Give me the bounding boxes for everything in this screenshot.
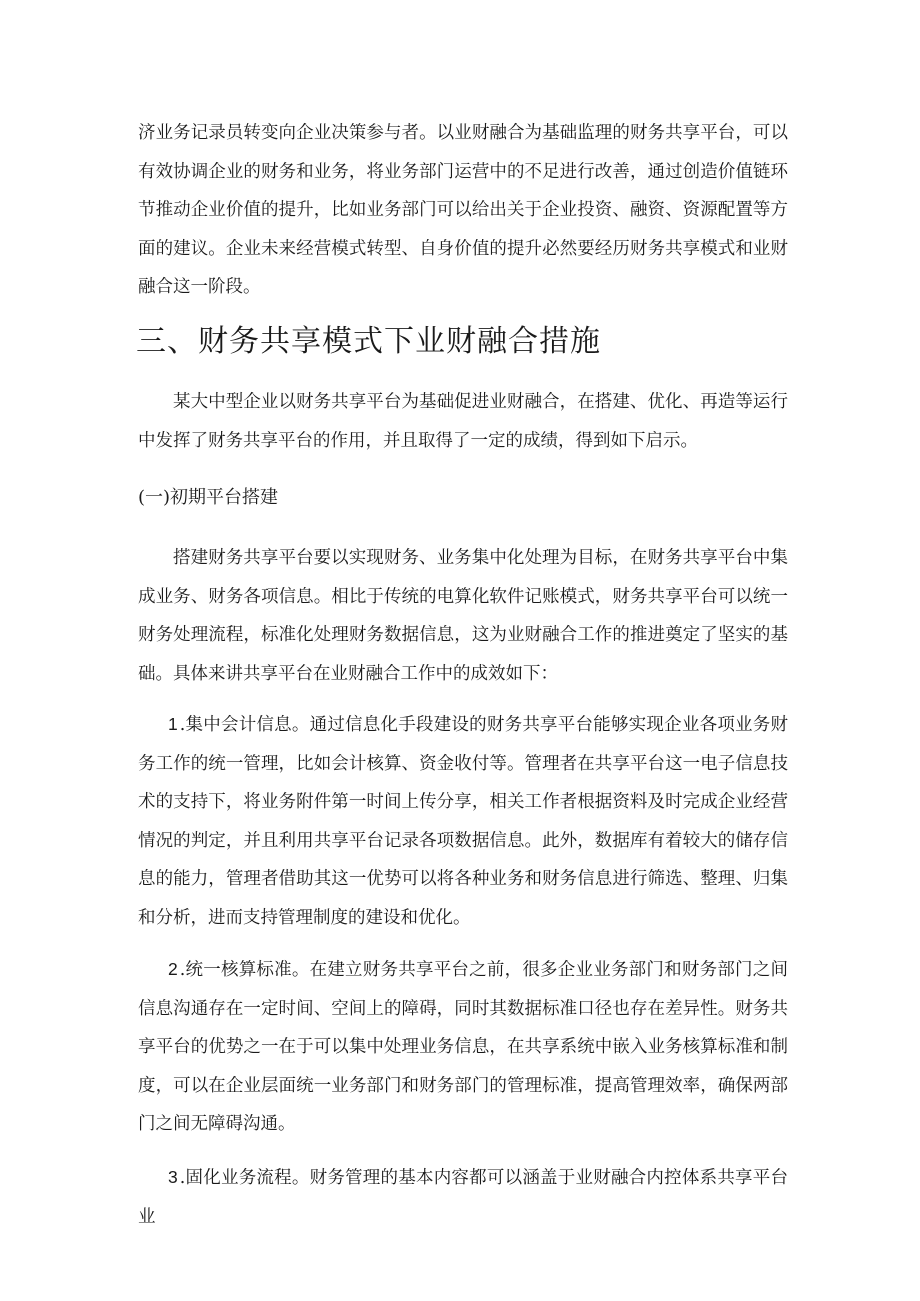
- section-heading: 三、财务共享模式下业财融合措施: [136, 324, 601, 359]
- list-item-number: 2: [168, 959, 178, 979]
- list-item-number: 1: [168, 714, 178, 734]
- list-item-3: [138, 1158, 788, 1236]
- list-item-text: .集中会计信息。通过信息化手段建设的财务共享平台能够实现企业各项业务财务工作的统一管理，比如会计核算、资金收付等。管理者在共享平台这一电子信息技术的支持下，将业务附件第一时间上传分享，相关工作者根据资料及时完成企业经营情况的判定，并且利用共享平台记录各项数据信息。此外，数据库有着较大的储存信息的能力，管理者借助其这一优势可以将各种业务和财务信息进行筛选、整理、归集和分析，进而支持管理制度的建设和优化。: [138, 715, 788, 928]
- paragraph-platform-build: 搭建财务共享平台要以实现财务、业务集中化处理为目标，在财务共享平台中集成业务、财务各项信息。相比于传统的电算化软件记账模式，财务共享平台可以统一财务处理流程，标准化处理财务数据信息，这为业财融合工作的推进奠定了坚实的基础。具体来讲共享平台在业财融合工作中的成效如下：: [138, 548, 788, 684]
- paragraph-intro: 济业务记录员转变向企业决策参与者。以业财融合为基础监理的财务共享平台，可以有效协调企业的财务和业务，将业务部门运营中的不足进行改善，通过创造价值链环节推动企业价值的提升，比如业务部门可以给出关于企业投资、融资、资源配置等方面的建议。企业未来经营模式转型、自身价值的提升必然要经历财务共享模式和业财融合这一阶段。: [138, 123, 788, 297]
- list-item-text: .固化业务流程。财务管理的基本内容都可以涵盖于业财融合内控体系共享平台业: [138, 1168, 788, 1227]
- list-item-2: [138, 950, 788, 1144]
- list-item-number: 3: [168, 1167, 178, 1187]
- subsection-heading: (一)初期平台搭建: [138, 487, 279, 508]
- paragraph-section-intro: 某大中型企业以财务共享平台为基础促进业财融合，在搭建、优化、再造等运行中发挥了财务共享平台的作用，并且取得了一定的成绩，得到如下启示。: [138, 392, 788, 451]
- list-item-text: .统一核算标准。在建立财务共享平台之前，很多企业业务部门和财务部门之间信息沟通存在一定时间、空间上的障碍，同时其数据标准口径也存在差异性。财务共享平台的优势之一在于可以集中处理业务信息，在共享系统中嵌入业务核算标准和制度，可以在企业层面统一业务部门和财务部门的管理标准，提高管理效率，确保两部门之间无障碍沟通。: [138, 960, 788, 1134]
- list-item-1: [138, 705, 788, 937]
